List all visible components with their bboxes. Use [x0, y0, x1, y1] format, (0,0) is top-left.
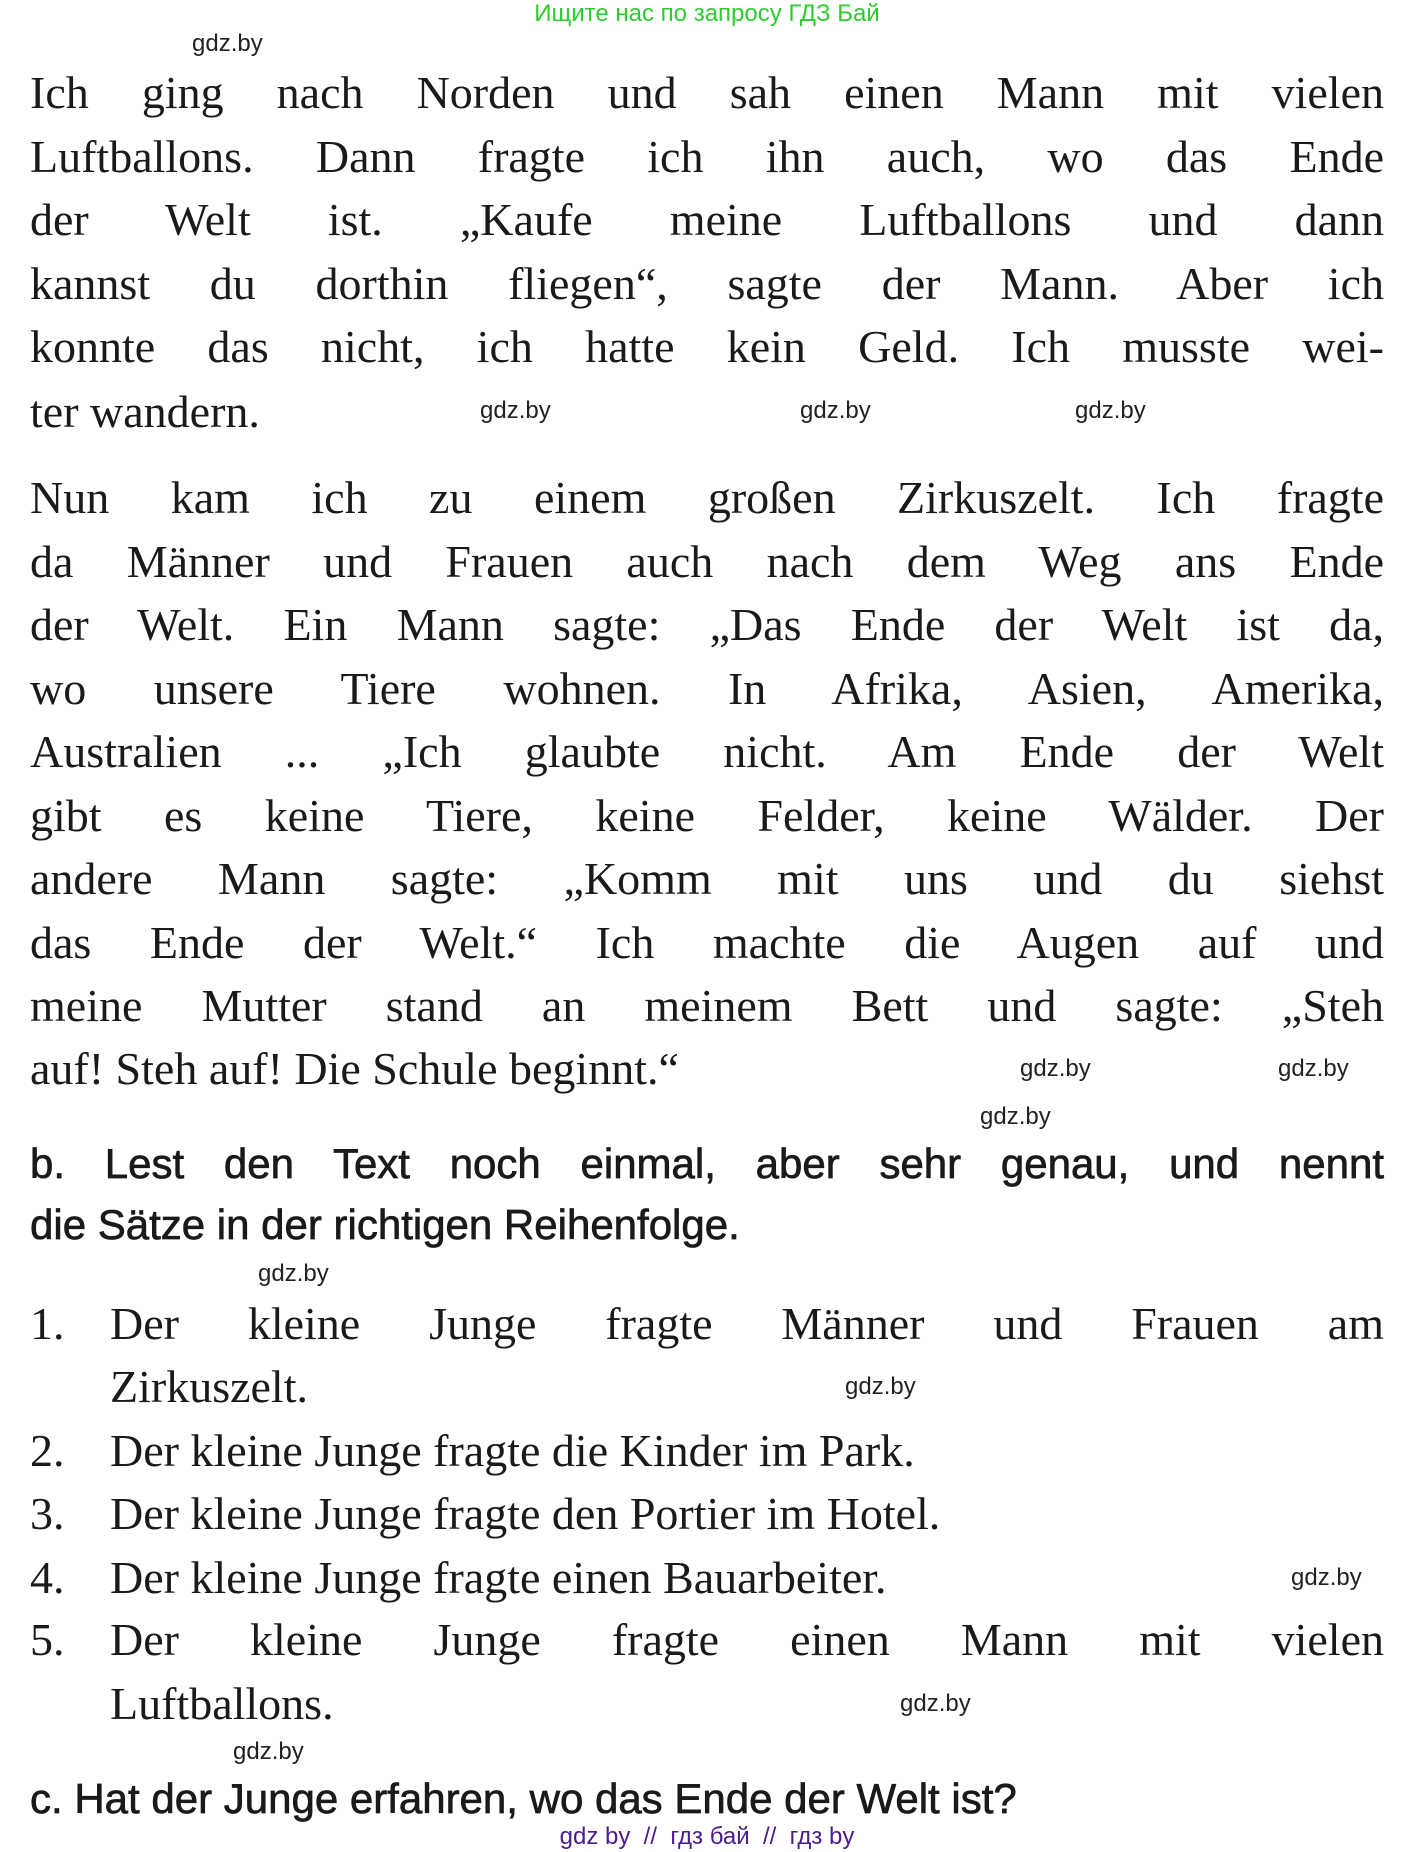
- text-line: Australien ... „Ich glaubte nicht. Am Ende der Welt: [30, 726, 1384, 777]
- watermark: gdz.by: [1291, 1564, 1362, 1591]
- watermark: gdz.by: [980, 1103, 1051, 1130]
- watermark: gdz.by: [1075, 397, 1146, 424]
- text-line: konnte das nicht, ich hatte kein Geld. Ich musste wei-: [30, 321, 1384, 372]
- watermark: gdz.by: [1278, 1055, 1349, 1082]
- banner-text: Ищите нас по запросу ГДЗ Бай: [534, 0, 880, 27]
- text-line: kannst du dorthin fliegen“, sagte der Mann. Aber ich: [30, 258, 1384, 309]
- watermark: gdz.by: [233, 1738, 304, 1765]
- text-line: andere Mann sagte: „Komm mit uns und du siehst: [30, 853, 1384, 904]
- watermark: gdz.by: [900, 1690, 971, 1717]
- text-line: meine Mutter stand an meinem Bett und sagte: „Steh: [30, 980, 1384, 1031]
- watermark: gdz.by: [1020, 1055, 1091, 1082]
- list-number: 4.: [30, 1552, 65, 1603]
- list-item: Der kleine Junge fragte die Kinder im Park.: [110, 1425, 915, 1476]
- list-item: Luftballons.: [110, 1678, 334, 1729]
- watermark: gdz.by: [480, 397, 551, 424]
- task-c-heading: c. Hat der Junge erfahren, wo das Ende der Welt ist?: [30, 1775, 1017, 1822]
- list-number: 1.: [30, 1298, 65, 1349]
- task-b-heading: die Sätze in der richtigen Reihenfolge.: [30, 1201, 740, 1248]
- list-number: 3.: [30, 1488, 65, 1539]
- list-number: 5.: [30, 1614, 65, 1665]
- text-line: wo unsere Tiere wohnen. In Afrika, Asien, Amerika,: [30, 663, 1384, 714]
- text-line: da Männer und Frauen auch nach dem Weg ans Ende: [30, 536, 1384, 587]
- text-line: gibt es keine Tiere, keine Felder, keine Wälder. Der: [30, 790, 1384, 841]
- list-item: Zirkuszelt.: [110, 1361, 308, 1412]
- watermark: gdz.by: [258, 1260, 329, 1287]
- text-line: ter wandern.: [30, 386, 260, 437]
- list-item: Der kleine Junge fragte einen Mann mit vielen: [110, 1614, 1384, 1665]
- text-line: Nun kam ich zu einem großen Zirkuszelt. Ich fragte: [30, 472, 1384, 523]
- list-item: Der kleine Junge fragte den Portier im Hotel.: [110, 1488, 941, 1539]
- text-line: Ich ging nach Norden und sah einen Mann mit vielen: [30, 67, 1384, 118]
- text-line: das Ende der Welt.“ Ich machte die Augen auf und: [30, 917, 1384, 968]
- list-number: 2.: [30, 1425, 65, 1476]
- footer-links: gdz by // гдз бай // гдз by: [559, 1823, 855, 1850]
- watermark: gdz.by: [192, 30, 263, 57]
- task-b-heading: b. Lest den Text noch einmal, aber sehr genau, und nennt: [30, 1140, 1384, 1187]
- watermark: gdz.by: [845, 1373, 916, 1400]
- text-line: der Welt ist. „Kaufe meine Luftballons und dann: [30, 194, 1384, 245]
- list-item: Der kleine Junge fragte einen Bauarbeiter.: [110, 1552, 887, 1603]
- text-line: Luftballons. Dann fragte ich ihn auch, wo das Ende: [30, 131, 1384, 182]
- list-item: Der kleine Junge fragte Männer und Frauen am: [110, 1298, 1384, 1349]
- text-line: auf! Steh auf! Die Schule beginnt.“: [30, 1043, 679, 1094]
- text-line: der Welt. Ein Mann sagte: „Das Ende der Welt ist da,: [30, 599, 1384, 650]
- watermark: gdz.by: [800, 397, 871, 424]
